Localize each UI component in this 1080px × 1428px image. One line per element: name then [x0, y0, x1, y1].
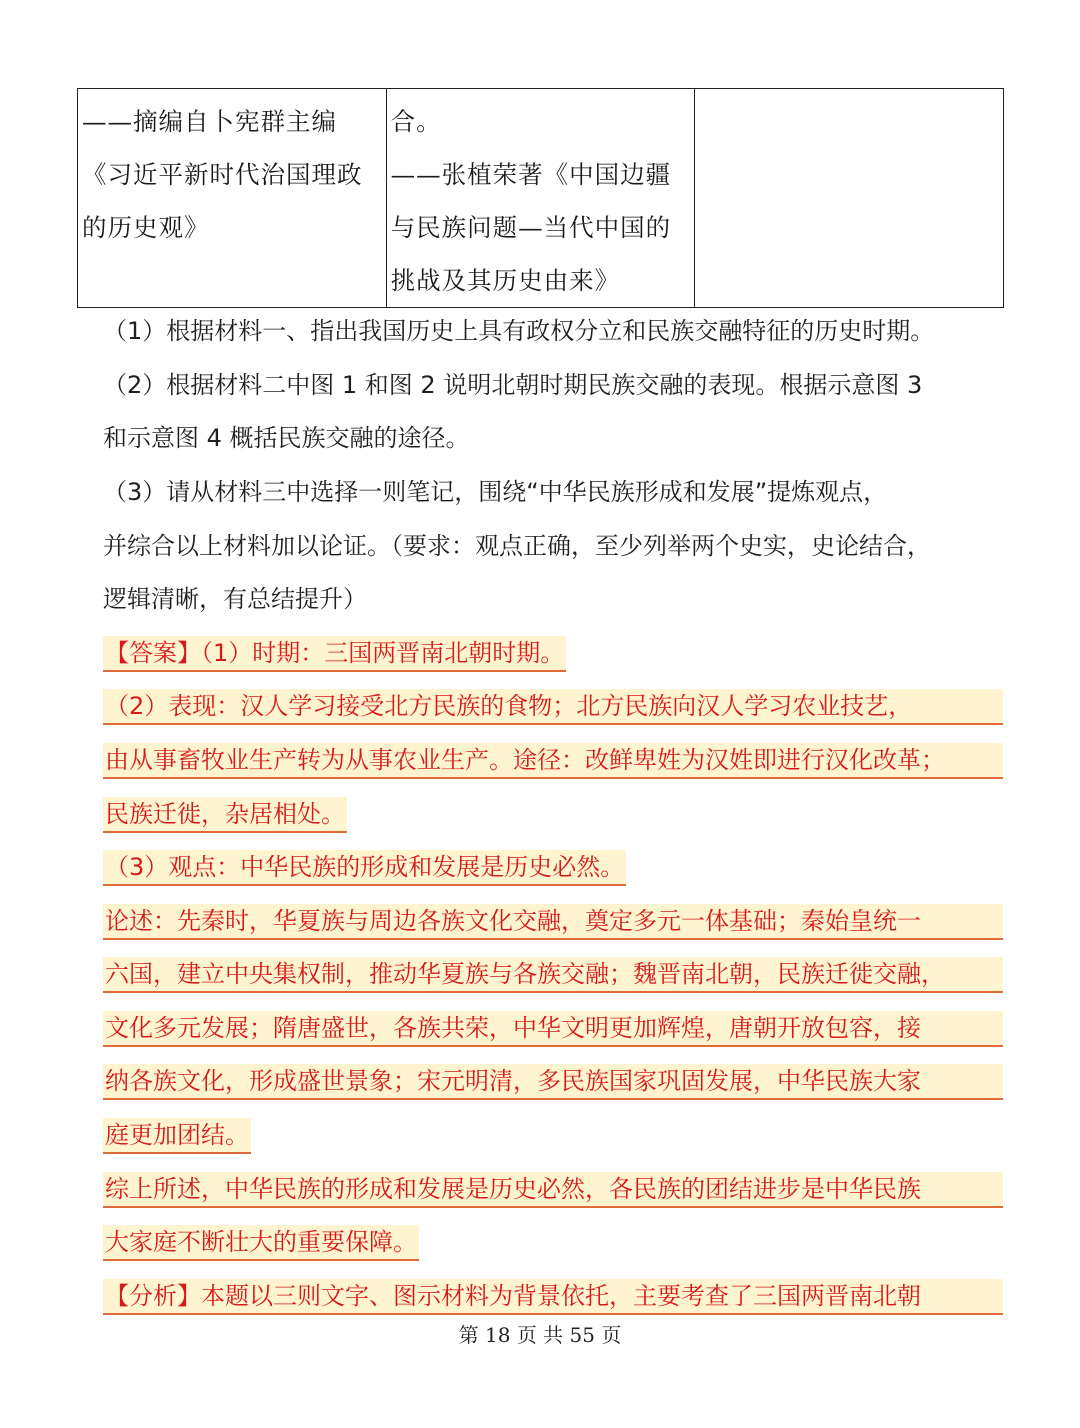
cell-text-line: ——张植荣著《中国边疆 — [390, 160, 672, 189]
question-3-line: （3）请从材料三中选择一则笔记，围绕“中华民族形成和发展”提炼观点， — [103, 478, 888, 506]
answer-1: 【答案】（1）时期：三国两晋南北朝时期。 — [103, 636, 566, 672]
answer-3-argument-line: 论述：先秦时，华夏族与周边各族文化交融，奠定多元一体基础；秦始皇统一 — [103, 904, 1003, 940]
table-cell-source-2 — [386, 89, 695, 308]
answer-2-line: 由从事畜牧业生产转为从事农业生产。途径：改鲜卑姓为汉姓即进行汉化改革； — [103, 743, 1003, 779]
question-2-line: （2）根据材料二中图 1 和图 2 说明北朝时期民族交融的表现。根据示意图 3 — [103, 371, 923, 399]
table-cell-empty — [695, 89, 1004, 308]
question-2-line: 和示意图 4 概括民族交融的途径。 — [103, 424, 470, 452]
answer-summary-line: 综上所述，中华民族的形成和发展是历史必然，各民族的团结进步是中华民族 — [103, 1172, 1003, 1208]
analysis-line: 【分析】本题以三则文字、图示材料为背景依托，主要考查了三国两晋南北朝 — [103, 1279, 1003, 1315]
answer-2-line: 民族迁徙，杂居相处。 — [103, 797, 347, 833]
answer-3-argument-line: 文化多元发展；隋唐盛世，各族共荣，中华文明更加辉煌，唐朝开放包容，接 — [103, 1011, 1003, 1047]
answer-3-argument-line: 六国，建立中央集权制，推动华夏族与各族交融；魏晋南北朝，民族迁徙交融， — [103, 957, 1003, 993]
cell-text-line: 《习近平新时代治国理政 — [82, 160, 363, 189]
answer-2-line: （2）表现：汉人学习接受北方民族的食物；北方民族向汉人学习农业技艺， — [103, 689, 1003, 725]
table-cell-source-1 — [78, 89, 387, 308]
cell-text-line: ——摘编自卜宪群主编 — [82, 107, 337, 136]
answer-summary-line: 大家庭不断壮大的重要保障。 — [103, 1225, 419, 1261]
cell-text-line: 与民族问题—当代中国的 — [390, 213, 672, 242]
cell-text-line: 合。 — [390, 107, 442, 136]
answer-3-view: （3）观点：中华民族的形成和发展是历史必然。 — [103, 850, 626, 886]
material-table — [77, 88, 1004, 308]
question-1: （1）根据材料一、指出我国历史上具有政权分立和民族交融特征的历史时期。 — [103, 317, 935, 345]
question-3-line: 并综合以上材料加以论证。（要求：观点正确，至少列举两个史实，史论结合， — [103, 532, 931, 560]
answer-3-argument-line: 庭更加团结。 — [103, 1118, 251, 1154]
page-footer: 第 18 页 共 55 页 — [458, 1323, 622, 1347]
cell-text-line: 的历史观》 — [82, 213, 210, 242]
table-row — [78, 89, 1004, 308]
answer-3-argument-line: 纳各族文化，形成盛世景象；宋元明清，多民族国家巩固发展，中华民族大家 — [103, 1064, 1003, 1100]
question-3-line: 逻辑清晰，有总结提升） — [103, 585, 367, 613]
cell-text-line: 挑战及其历史由来》 — [390, 266, 621, 295]
